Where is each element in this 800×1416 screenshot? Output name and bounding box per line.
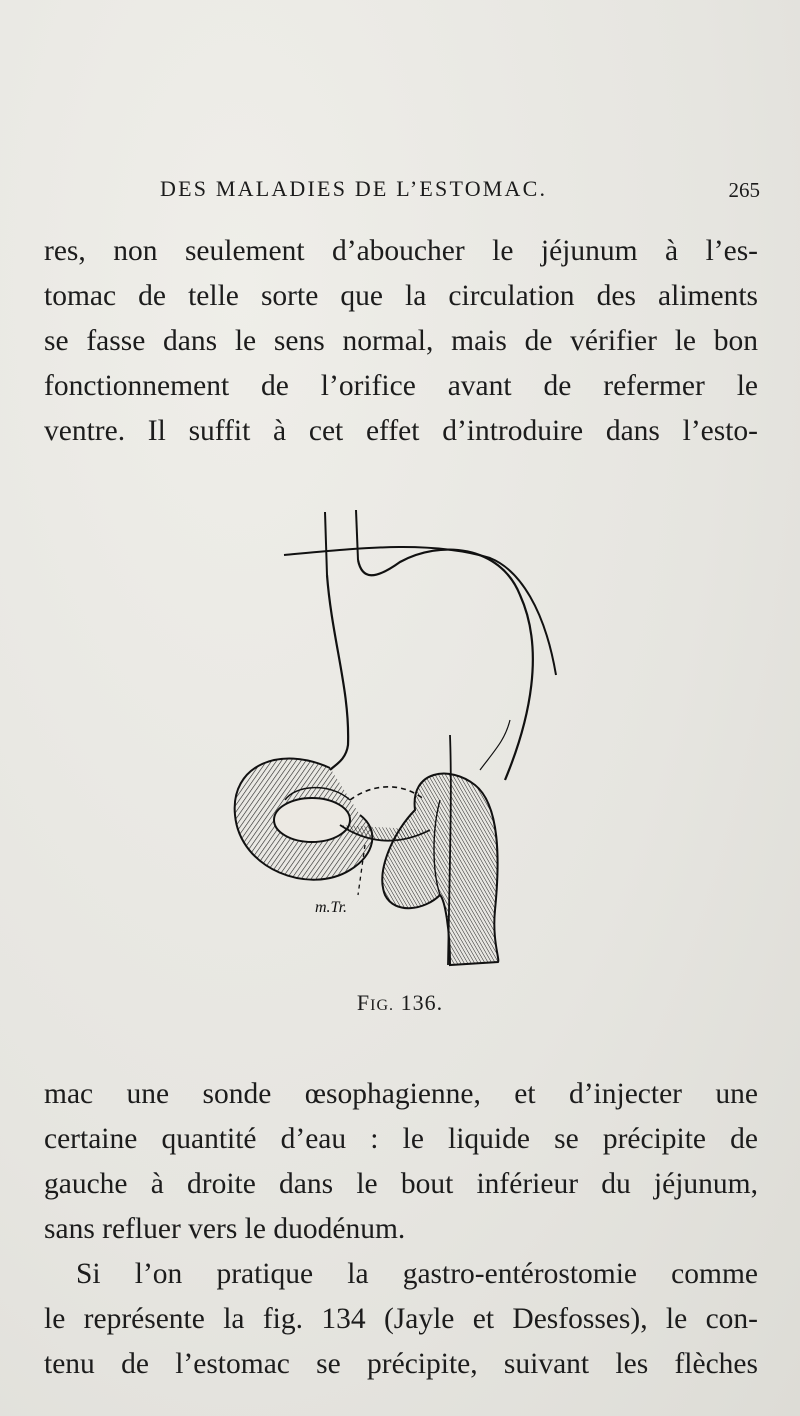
page-number: 265: [728, 178, 760, 202]
caption-number: 136.: [400, 990, 444, 1015]
running-head: [160, 176, 760, 202]
text-line: sans refluer vers le duodénum.: [44, 1213, 406, 1245]
figure-caption: [0, 990, 800, 1016]
anatomical-illustration: [200, 500, 580, 980]
text-line: gauche à droite dans le bout inférieur du jéjunum,: [44, 1168, 758, 1200]
text-line: le représente la fig. 134 (Jayle et Desfosses), le con-: [44, 1303, 758, 1335]
paragraph-bottom: [44, 1072, 758, 1387]
caption-prefix: F: [356, 990, 371, 1015]
text-line: tenu de l’estomac se précipite, suivant les flèches: [44, 1348, 758, 1380]
running-head-title: DES MALADIES DE L’ESTOMAC.: [160, 176, 548, 201]
text-line: fonctionnement de l’orifice avant de refermer le: [44, 370, 758, 402]
stomach-jejunum-drawing: [200, 500, 580, 980]
text-line: Si l’on pratique la gastro-entérostomie comme: [76, 1258, 758, 1290]
text-line: mac une sonde œsophagienne, et d’injecter une: [44, 1078, 758, 1110]
text-line: tomac de telle sorte que la circulation des aliments: [44, 280, 758, 312]
text-line: certaine quantité d’eau : le liquide se précipite de: [44, 1123, 758, 1155]
paragraph-top: [44, 229, 758, 454]
text-line: res, non seulement d’aboucher le jéjunum à l’es-: [44, 235, 758, 267]
caption-small-caps: IG.: [370, 997, 395, 1014]
text-line: se fasse dans le sens normal, mais de vérifier le bon: [44, 325, 758, 357]
text-line: ventre. Il suffit à cet effet d’introduire dans l’esto-: [44, 415, 758, 447]
artist-signature: m.Tr.: [315, 899, 348, 916]
esophagus-line-left: [325, 512, 327, 575]
esophagus-line-right: [356, 510, 358, 560]
